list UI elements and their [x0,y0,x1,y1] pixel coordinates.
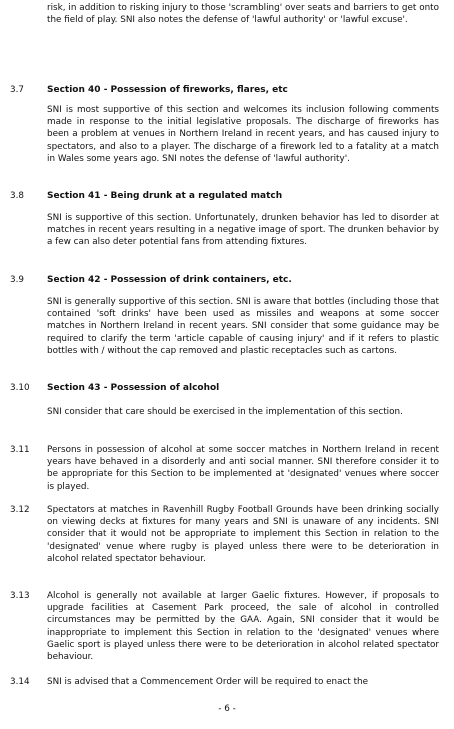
page-number: - 6 - [218,704,236,714]
section-body: Alcohol is generally not available at larger Gaelic fixtures. However, if proposals to upgrade facilities at Casement Park proceed, the sale of alcohol in controlled circumstances may be permitted by the GAA. Again, SNI consider that it would be inappropriate to implement this Section in relation to the 'designated' venues where Gaelic sport is played unless there were to be deterioration in alcohol related spectator behaviour. [47,591,439,663]
intro-paragraph: risk, in addition to risking injury to those 'scrambling' over seats and barriers to get onto the field of play. SNI also notes the defense of 'lawful authority' or 'lawful excuse'. [47,3,439,26]
section-number: 3.13 [10,591,30,601]
section-number: 3.7 [10,85,24,95]
section-heading: Section 43 - Possession of alcohol [47,383,220,393]
section-body: Persons in possession of alcohol at some soccer matches in Northern Ireland in recent years have behaved in a disorderly and anti social manner. SNI therefore consider it to be appropriate for this Section to be implemented at 'designated' venues where soccer is played. [47,445,439,492]
section-body: SNI is generally supportive of this section. SNI is aware that bottles (including those that contained 'soft drinks' have been used as missiles and weapons at some soccer matches in Northern Ireland in recent years. SNI consider that some guidance may be required to clarify the term 'article capable of causing injury' and if it refers to plastic bottles with / without the cap removed and plastic receptacles such as cartons. [47,297,439,356]
section-heading: Section 41 - Being drunk at a regulated match [47,191,283,201]
section-heading: Section 40 - Possession of fireworks, flares, etc [47,85,288,95]
section-body: SNI consider that care should be exercised in the implementation of this section. [47,407,403,417]
section-body: SNI is advised that a Commencement Order will be required to enact the [47,677,369,687]
section-number: 3.9 [10,275,24,285]
section-number: 3.10 [10,383,30,393]
section-number: 3.11 [10,445,30,455]
section-number: 3.14 [10,677,30,687]
section-body: Spectators at matches in Ravenhill Rugby Football Grounds have been drinking socially on viewing decks at fixtures for many years and SNI is unaware of any incidents. SNI consider that it would not be appropriate to implement this Section in relation to the 'designated' venue where rugby is played unless there were to be deterioration in alcohol related spectator behaviour. [47,505,439,564]
section-number: 3.12 [10,505,30,515]
section-number: 3.8 [10,191,24,201]
section-body: SNI is supportive of this section. Unfortunately, drunken behavior has led to disorder at matches in recent years resulting in a negative image of sport. The drunken behavior by a few can also deter potential fans from attending fixtures. [47,213,439,248]
section-body: SNI is most supportive of this section and welcomes its inclusion following comments made in response to the initial legislative proposals. The discharge of fireworks has been a problem at venues in Northern Ireland in recent years, and has caused injury to spectators, and also to a player. The discharge of a firework led to a fatality at a match in Wales some years ago. SNI notes the defense of 'lawful authority'. [47,105,439,164]
section-heading: Section 42 - Possession of drink containers, etc. [47,275,292,285]
